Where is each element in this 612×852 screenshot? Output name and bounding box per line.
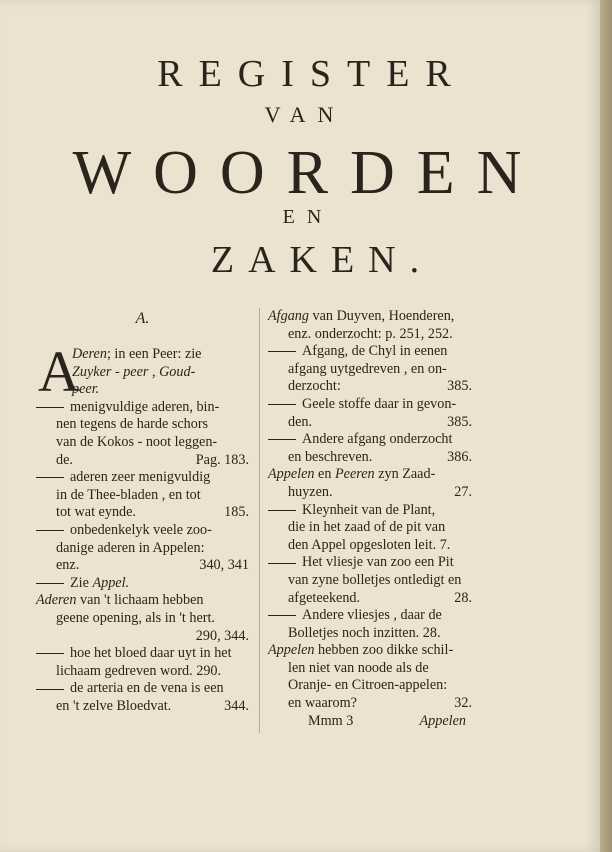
index-entry <box>268 607 472 642</box>
index-entry <box>36 399 249 469</box>
page-ref: 290, 344. <box>195 627 249 644</box>
index-entry <box>268 642 472 712</box>
index-entry <box>36 469 249 522</box>
entry-text: afgeteekend. <box>288 589 361 606</box>
page-edge <box>600 0 612 852</box>
entry-text: Bolletjes noch inzitten. 28. <box>288 624 441 641</box>
title-line-van: VAN <box>264 102 346 127</box>
title-line-en: EN <box>282 206 334 228</box>
entry-text: en 't zelve Bloedvat. <box>56 697 172 714</box>
signature-mark: Mmm 3 <box>308 712 354 729</box>
title-line-woorden: WOORDEN <box>72 139 544 207</box>
entry-text: hebben zoo dikke schil- <box>318 642 454 659</box>
entry-text: die in het zaad of de pit van <box>288 519 446 536</box>
left-column <box>36 308 249 715</box>
entry-term: Appelen <box>268 642 315 659</box>
entry-text: den. <box>288 413 313 430</box>
entry-text: lichaam gedreven word. 290. <box>56 662 222 679</box>
index-entry <box>36 575 249 593</box>
entry-text: zyn Zaad- <box>378 466 436 483</box>
page-footer <box>268 713 472 733</box>
entry-text: en beschreven. <box>288 448 373 465</box>
index-entry <box>268 554 472 607</box>
entry-text: geene opening, als in 't hert. <box>56 609 215 626</box>
index-entry <box>36 522 249 575</box>
catchword: Appelen <box>419 712 466 729</box>
page-ref: 27. <box>454 483 472 500</box>
entry-text: Geele stoffe daar in gevon- <box>268 396 472 414</box>
index-entry-aderen <box>36 339 249 404</box>
page-ref: 385. <box>447 413 472 430</box>
entry-text: tot wat eynde. <box>56 504 136 521</box>
index-entry-afgang <box>268 308 472 343</box>
entry-term: Appel. <box>92 574 130 591</box>
page-ref: 386. <box>447 448 472 465</box>
entry-text: in de Thee-bladen , en tot <box>56 486 201 503</box>
index-entry <box>268 431 472 466</box>
entry-text: Zuyker - peer , Goud- <box>72 363 196 380</box>
entry-text: van Duyven, Hoenderen, <box>312 308 455 324</box>
right-column <box>259 308 472 733</box>
section-letter: A. <box>135 310 150 327</box>
entry-text: peer. <box>72 381 100 398</box>
entry-text: derzocht: <box>288 378 341 395</box>
entry-text: Kleynheit van de Plant, <box>268 502 472 520</box>
entry-text: hoe het bloed daar uyt in het <box>36 645 249 663</box>
entry-term: Peeren <box>334 466 375 483</box>
entry-text: enz. <box>56 557 80 574</box>
entry-term: Afgang <box>268 308 309 324</box>
entry-text: de. <box>56 451 73 468</box>
index-entry-appelen <box>268 466 472 501</box>
entry-text: onbedenkelyk veele zoo- <box>36 522 249 540</box>
page-ref: 344. <box>224 697 249 714</box>
entry-text: Zie <box>70 574 89 591</box>
title-line-register: REGISTER <box>157 53 467 95</box>
entry-text: nen tegens de harde schors <box>56 416 209 433</box>
title-line-zaken: ZAKEN. <box>210 239 434 281</box>
index-entry <box>36 592 249 645</box>
entry-text: van 't lichaam hebben <box>80 592 204 609</box>
entry-text: Andere afgang onderzocht <box>268 431 472 449</box>
entry-text: van de Kokos - noot leggen- <box>56 433 218 450</box>
page-ref: 385. <box>447 378 472 395</box>
index-entry <box>268 343 472 396</box>
page-ref: 28. <box>454 589 472 606</box>
entry-text: en waarom? <box>288 695 357 712</box>
index-entry <box>36 680 249 715</box>
entry-text: en <box>318 466 332 483</box>
entry-text: Oranje- en Citroen-appelen: <box>288 677 448 694</box>
page-ref: 32. <box>454 695 472 712</box>
entry-text: menigvuldige aderen, bin- <box>36 399 249 417</box>
index-entry <box>268 502 472 555</box>
index-entry <box>268 396 472 431</box>
entry-text: len niet van noode als de <box>288 659 429 676</box>
entry-term: Appelen <box>268 466 315 483</box>
drop-cap: A <box>38 339 80 404</box>
entry-text: Afgang, de Chyl in eenen <box>268 343 472 361</box>
entry-text: afgang uytgedreven , en on- <box>288 360 447 377</box>
page-ref: 340, 341 <box>199 557 249 574</box>
entry-text: Andere vliesjes , daar de <box>268 607 472 625</box>
page-ref: 185. <box>224 504 249 521</box>
entry-text: van zyne bolletjes ontledigt en <box>288 571 462 588</box>
page-ref: Pag. 183. <box>195 451 249 468</box>
entry-text: enz. onderzocht: p. 251, 252. <box>288 325 453 342</box>
entry-text: huyzen. <box>288 483 333 500</box>
entry-text: den Appel opgesloten leit. 7. <box>288 536 451 553</box>
entry-text: danige aderen in Appelen: <box>56 539 205 556</box>
index-entry <box>36 645 249 680</box>
entry-text: de arteria en de vena is een <box>36 680 249 698</box>
entry-term: Deren <box>72 346 107 362</box>
entry-text: aderen zeer menigvuldig <box>36 469 249 487</box>
entry-text: Het vliesje van zoo een Pit <box>268 554 472 572</box>
entry-text: ; in een Peer: zie <box>106 346 202 362</box>
entry-term: Aderen <box>36 592 77 609</box>
